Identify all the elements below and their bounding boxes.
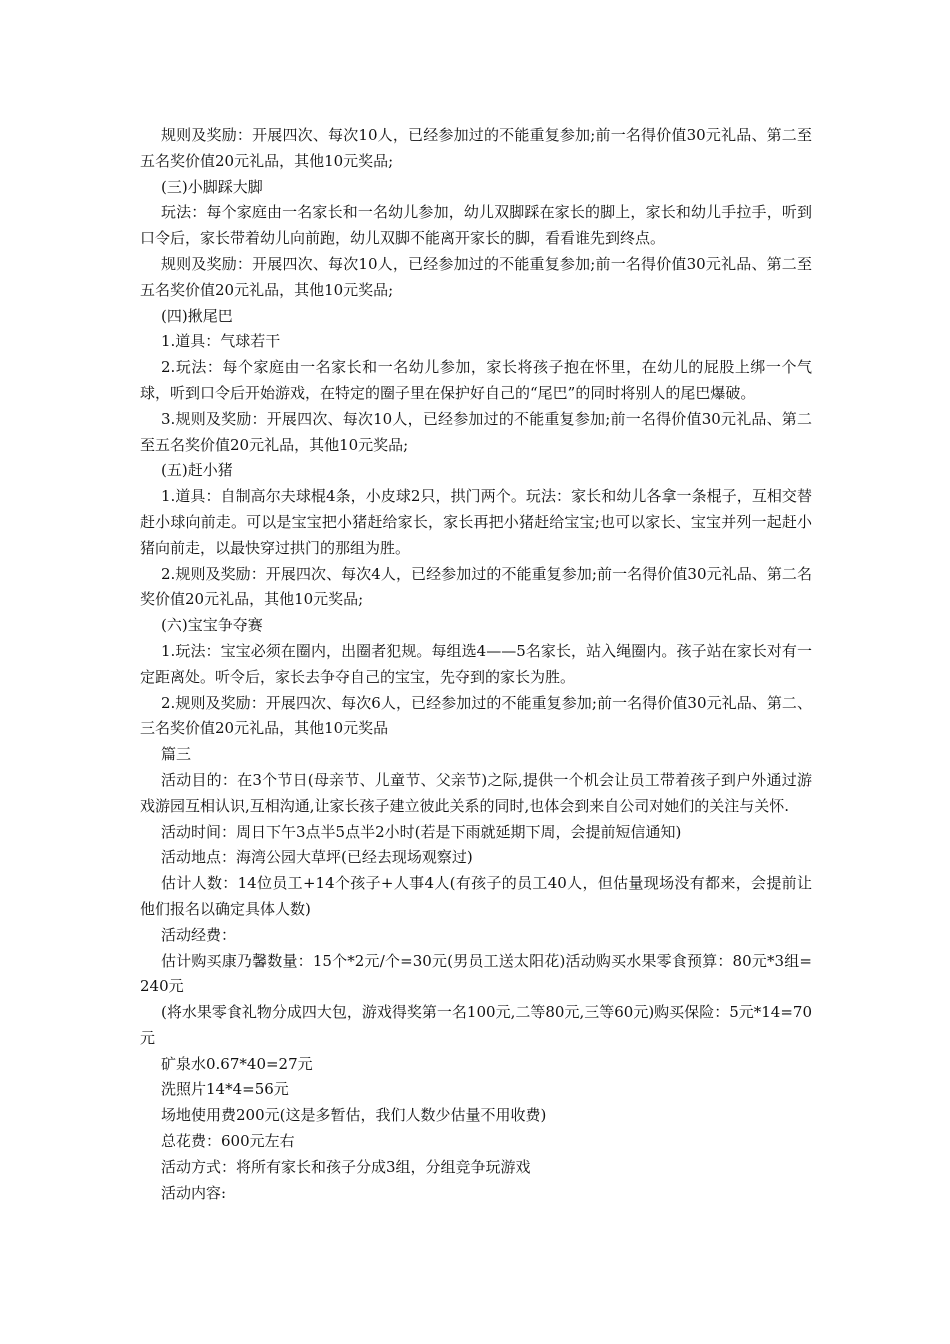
paragraph-play-3: 玩法：每个家庭由一名家长和一名幼儿参加，幼儿双脚踩在家长的脚上，家长和幼儿手拉手，听到口令后，家长带着幼儿向前跑，幼儿双脚不能离开家长的脚，看看谁先到终点。 [140,203,812,248]
paragraph-budget-flowers: 估计购买康乃馨数量：15个*2元/个=30元(男员工送太阳花)活动购买水果零食预算：80元*3组=240元 [140,951,812,996]
paragraph-budget-heading: 活动经费： [161,925,237,944]
paragraph-purpose: 活动目的：在3个节日(母亲节、儿童节、父亲节)之际,提供一个机会让员工带着孩子到户外通过游戏游园互相认识,互相沟通,让家长孩子建立彼此关系的同时,也体会到来自公司对她们的关注与关怀. [140,770,812,815]
paragraph-location: 活动地点：海湾公园大草坪(已经去现场观察过) [161,848,473,867]
document-body [140,123,812,1206]
paragraph-rules-4: 3.规则及奖励：开展四次、每次10人，已经参加过的不能重复参加;前一名得价值30元礼品、第二至五名奖价值20元礼品，其他10元奖品; [140,409,812,454]
paragraph-budget-photos: 洗照片14*4=56元 [161,1080,289,1099]
paragraph-rules-3: 规则及奖励：开展四次、每次10人，已经参加过的不能重复参加;前一名得价值30元礼品、第二至五名奖价值20元礼品，其他10元奖品; [140,254,812,299]
paragraph-budget-prizes: (将水果零食礼物分成四大包，游戏得奖第一名100元,二等80元,三等60元)购买保险：5元*14=70元 [140,1003,812,1047]
paragraph-rules-6: 2.规则及奖励：开展四次、每次6人，已经参加过的不能重复参加;前一名得价值30元礼品、第二、三名奖价值20元礼品，其他10元奖品 [140,693,812,738]
paragraph-props-4: 1.道具：气球若干 [161,332,281,351]
paragraph-content-heading: 活动内容: [161,1183,227,1202]
paragraph-headcount: 估计人数：14位员工+14个孩子+人事4人(有孩子的员工40人，但估量现场没有都来，会提前让他们报名以确定具体人数) [140,874,812,918]
chapter-heading: 篇三 [161,745,192,764]
paragraph-play-6: 1.玩法：宝宝必须在圈内，出圈者犯规。每组选4——5名家长，站入绳圈内。孩子站在家长对有一定距离处。听令后，家长去争夺自己的宝宝，先夺到的家长为胜。 [140,641,812,686]
section-heading-6: (六)宝宝争夺赛 [161,616,263,635]
paragraph-budget-total: 总花费：600元左右 [161,1132,295,1151]
section-heading-5: (五)赶小猪 [161,461,233,480]
paragraph-budget-venue: 场地使用费200元(这是多暂估，我们人数少估量不用收费) [161,1106,547,1125]
paragraph-budget-water: 矿泉水0.67*40=27元 [161,1054,313,1073]
section-heading-4: (四)揪尾巴 [161,306,233,325]
paragraph-rules-1: 规则及奖励：开展四次、每次10人，已经参加过的不能重复参加;前一名得价值30元礼品、第二至五名奖价值20元礼品，其他10元奖品; [140,126,812,170]
paragraph-method: 活动方式：将所有家长和孩子分成3组，分组竞争玩游戏 [161,1157,531,1176]
paragraph-rules-5: 2.规则及奖励：开展四次、每次4人，已经参加过的不能重复参加;前一名得价值30元礼品、第二名奖价值20元礼品，其他10元奖品; [140,564,812,609]
paragraph-play-4: 2.玩法：每个家庭由一名家长和一名幼儿参加，家长将孩子抱在怀里，在幼儿的屁股上绑一个气球，听到口令后开始游戏，在特定的圈子里在保护好自己的“尾巴”的同时将别人的尾巴爆破。 [140,358,812,402]
section-heading-3: (三)小脚踩大脚 [161,177,263,196]
paragraph-time: 活动时间：周日下午3点半5点半2小时(若是下雨就延期下周，会提前短信通知) [161,822,682,841]
paragraph-props-5: 1.道具：自制高尔夫球棍4条，小皮球2只，拱门两个。玩法：家长和幼儿各拿一条棍子，互相交替赶小球向前走。可以是宝宝把小猪赶给家长，家长再把小猪赶给宝宝;也可以家长、宝宝并列一起赶小猪向前走，以最快穿过拱门的那组为胜。 [140,487,812,557]
